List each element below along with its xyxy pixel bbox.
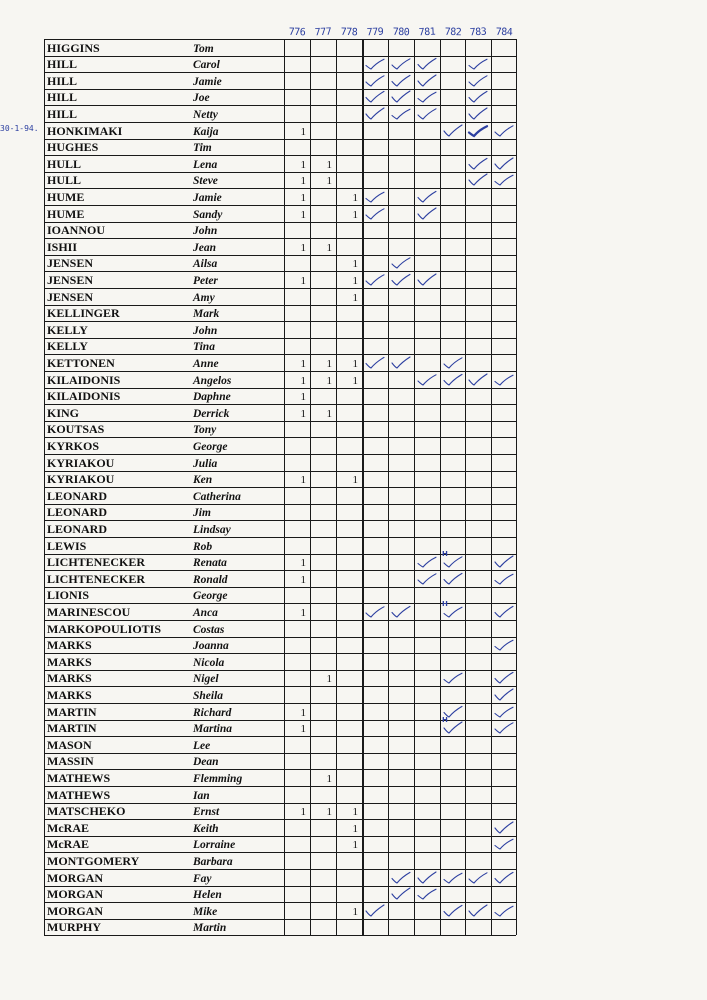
surname-cell: KYRIAKOU bbox=[47, 455, 115, 470]
surname-cell: MASSIN bbox=[47, 754, 94, 769]
first-name-cell: Joanna bbox=[193, 640, 229, 653]
first-name-cell: Martina bbox=[193, 723, 232, 736]
surname-cell: HUGHES bbox=[47, 140, 99, 155]
checkmark-icon bbox=[443, 904, 463, 918]
surname-cell: KELLY bbox=[47, 339, 88, 354]
checkmark-icon bbox=[391, 273, 411, 287]
column-header: 782 bbox=[444, 26, 462, 39]
first-name-cell: Barbara bbox=[193, 855, 233, 868]
checkmark-icon bbox=[391, 871, 411, 885]
h-annotation: H bbox=[442, 599, 448, 608]
surname-cell: HUME bbox=[47, 206, 85, 221]
surname-cell: MATSCHEKO bbox=[47, 804, 126, 819]
checkmark-icon bbox=[391, 57, 411, 71]
surname-cell: HILL bbox=[47, 90, 78, 105]
surname-cell: MARINESCOU bbox=[47, 604, 131, 619]
row-divider bbox=[44, 935, 516, 936]
surname-cell: MURPHY bbox=[47, 920, 101, 935]
count-cell: 1 bbox=[300, 175, 306, 188]
checkmark-icon bbox=[365, 904, 385, 918]
first-name-cell: Jim bbox=[193, 507, 211, 520]
first-name-cell: Ian bbox=[193, 789, 210, 802]
checkmark-icon bbox=[391, 107, 411, 121]
column-divider bbox=[491, 39, 492, 935]
first-name-cell: Jamie bbox=[193, 191, 222, 204]
surname-cell: MARKS bbox=[47, 687, 92, 702]
checkmark-icon bbox=[494, 555, 514, 569]
margin-date-note: 30-1-94. bbox=[0, 124, 39, 133]
checkmark-icon bbox=[443, 356, 463, 370]
checkmark-icon bbox=[494, 157, 514, 171]
surname-cell: MARKS bbox=[47, 638, 92, 653]
column-divider bbox=[516, 39, 517, 935]
checkmark-icon bbox=[365, 74, 385, 88]
count-cell: 1 bbox=[326, 158, 332, 171]
first-name-cell: Nicola bbox=[193, 656, 225, 669]
surname-cell: MARKOPOULIOTIS bbox=[47, 621, 162, 636]
first-name-cell: Ernst bbox=[193, 806, 220, 819]
checkmark-icon bbox=[494, 173, 514, 187]
count-cell: 1 bbox=[300, 806, 306, 819]
column-divider bbox=[44, 39, 45, 935]
column-divider bbox=[388, 39, 389, 935]
first-name-cell: Fay bbox=[193, 872, 212, 885]
count-cell: 1 bbox=[352, 291, 358, 304]
surname-cell: LIONIS bbox=[47, 588, 90, 603]
row-divider bbox=[44, 769, 516, 770]
count-cell: 1 bbox=[352, 357, 358, 370]
count-cell: 1 bbox=[300, 208, 306, 221]
first-name-cell: Derrick bbox=[193, 407, 230, 420]
surname-cell: KOUTSAS bbox=[47, 422, 105, 437]
h-annotation: H bbox=[442, 550, 448, 559]
checkmark-icon bbox=[391, 256, 411, 270]
checkmark-icon bbox=[468, 871, 488, 885]
checkmark-icon bbox=[417, 190, 437, 204]
first-name-cell: George bbox=[193, 590, 228, 603]
checkmark-icon bbox=[417, 90, 437, 104]
checkmark-icon bbox=[391, 356, 411, 370]
checkmark-icon bbox=[417, 107, 437, 121]
count-cell: 1 bbox=[300, 158, 306, 171]
checkmark-icon bbox=[468, 74, 488, 88]
surname-cell: KYRIAKOU bbox=[47, 472, 115, 487]
first-name-cell: Tony bbox=[193, 424, 217, 437]
count-cell: 1 bbox=[326, 175, 332, 188]
column-header: 781 bbox=[418, 26, 436, 39]
column-header: 776 bbox=[288, 26, 306, 39]
surname-cell: MORGAN bbox=[47, 887, 103, 902]
first-name-cell: Julia bbox=[193, 457, 218, 470]
checkmark-icon bbox=[417, 273, 437, 287]
count-cell: 1 bbox=[300, 391, 306, 404]
checkmark-icon bbox=[391, 90, 411, 104]
surname-cell: MATHEWS bbox=[47, 787, 111, 802]
first-name-cell: Jean bbox=[193, 241, 216, 254]
checkmark-icon bbox=[365, 57, 385, 71]
surname-cell: MONTGOMERY bbox=[47, 853, 140, 868]
count-cell: 1 bbox=[326, 772, 332, 785]
surname-cell: MORGAN bbox=[47, 903, 103, 918]
count-cell: 1 bbox=[300, 606, 306, 619]
checkmark-icon bbox=[417, 887, 437, 901]
checkmark-icon bbox=[494, 871, 514, 885]
surname-cell: ISHII bbox=[47, 239, 78, 254]
checkmark-icon bbox=[365, 190, 385, 204]
first-name-cell: Tina bbox=[193, 341, 215, 354]
surname-cell: KING bbox=[47, 405, 80, 420]
row-divider bbox=[44, 105, 516, 106]
first-name-cell: John bbox=[193, 225, 218, 238]
checkmark-icon bbox=[417, 572, 437, 586]
row-divider bbox=[44, 520, 516, 521]
first-name-cell: Daphne bbox=[193, 391, 231, 404]
surname-cell: JENSEN bbox=[47, 289, 94, 304]
checkmark-icon bbox=[443, 124, 463, 138]
surname-cell: HILL bbox=[47, 106, 78, 121]
checkmark-icon bbox=[494, 821, 514, 835]
first-name-cell: John bbox=[193, 324, 218, 337]
surname-cell: HULL bbox=[47, 173, 82, 188]
first-name-cell: Angelos bbox=[193, 374, 232, 387]
first-name-cell: Mark bbox=[193, 308, 220, 321]
column-divider bbox=[414, 39, 415, 935]
first-name-cell: Lorraine bbox=[193, 839, 236, 852]
first-name-cell: Anca bbox=[193, 606, 218, 619]
row-divider bbox=[44, 437, 516, 438]
surname-cell: MATHEWS bbox=[47, 770, 111, 785]
surname-cell: McRAE bbox=[47, 837, 89, 852]
checkmark-icon bbox=[391, 887, 411, 901]
row-divider bbox=[44, 321, 516, 322]
checkmark-icon bbox=[365, 356, 385, 370]
count-cell: 1 bbox=[300, 125, 306, 138]
checkmark-icon bbox=[494, 688, 514, 702]
surname-cell: MARKS bbox=[47, 671, 92, 686]
column-header: 778 bbox=[340, 26, 358, 39]
count-cell: 1 bbox=[300, 723, 306, 736]
first-name-cell: Steve bbox=[193, 175, 218, 188]
checkmark-icon bbox=[494, 721, 514, 735]
column-divider bbox=[465, 39, 466, 935]
first-name-cell: Ken bbox=[193, 474, 213, 487]
checkmark-icon bbox=[494, 572, 514, 586]
first-name-cell: Kaija bbox=[193, 125, 219, 138]
first-name-cell: Netty bbox=[193, 108, 218, 121]
first-name-cell: Rob bbox=[193, 540, 213, 553]
count-cell: 1 bbox=[326, 357, 332, 370]
row-divider bbox=[44, 753, 516, 754]
column-divider bbox=[362, 39, 364, 935]
first-name-cell: Nigel bbox=[193, 673, 219, 686]
first-name-cell: Amy bbox=[193, 291, 215, 304]
count-cell: 1 bbox=[326, 374, 332, 387]
surname-cell: LEONARD bbox=[47, 521, 108, 536]
first-name-cell: Sandy bbox=[193, 208, 223, 221]
first-name-cell: Sheila bbox=[193, 689, 224, 702]
checkmark-icon bbox=[417, 57, 437, 71]
checkmark-icon bbox=[468, 57, 488, 71]
row-divider bbox=[44, 39, 516, 40]
first-name-cell: Tim bbox=[193, 142, 212, 155]
checkmark-icon bbox=[417, 207, 437, 221]
count-cell: 1 bbox=[326, 806, 332, 819]
surname-cell: MARTIN bbox=[47, 704, 97, 719]
first-name-cell: Jamie bbox=[193, 75, 222, 88]
first-name-cell: Anne bbox=[193, 357, 219, 370]
count-cell: 1 bbox=[352, 258, 358, 271]
surname-cell: KYRKOS bbox=[47, 438, 100, 453]
surname-cell: LEONARD bbox=[47, 488, 108, 503]
count-cell: 1 bbox=[300, 191, 306, 204]
first-name-cell: Lindsay bbox=[193, 523, 231, 536]
first-name-cell: Carol bbox=[193, 59, 220, 72]
checkmark-icon bbox=[443, 671, 463, 685]
row-divider bbox=[44, 72, 516, 73]
count-cell: 1 bbox=[352, 822, 358, 835]
checkmark-icon bbox=[391, 605, 411, 619]
count-cell: 1 bbox=[352, 374, 358, 387]
column-header: 777 bbox=[314, 26, 332, 39]
surname-cell: LEONARD bbox=[47, 505, 108, 520]
count-cell: 1 bbox=[300, 557, 306, 570]
row-divider bbox=[44, 338, 516, 339]
count-cell: 1 bbox=[326, 673, 332, 686]
count-cell: 1 bbox=[352, 806, 358, 819]
first-name-cell: Catherina bbox=[193, 490, 241, 503]
count-cell: 1 bbox=[300, 357, 306, 370]
first-name-cell: Ailsa bbox=[193, 258, 218, 271]
checkmark-icon bbox=[494, 638, 514, 652]
first-name-cell: Tom bbox=[193, 42, 214, 55]
count-cell: 1 bbox=[352, 191, 358, 204]
first-name-cell: Mike bbox=[193, 905, 218, 918]
row-divider bbox=[44, 454, 516, 455]
checkmark-icon bbox=[443, 572, 463, 586]
checkmark-icon bbox=[443, 871, 463, 885]
column-header: 783 bbox=[469, 26, 487, 39]
checkmark-icon bbox=[494, 124, 514, 138]
first-name-cell: Martin bbox=[193, 922, 227, 935]
surname-cell: MORGAN bbox=[47, 870, 103, 885]
count-cell: 1 bbox=[352, 208, 358, 221]
surname-cell: HILL bbox=[47, 73, 78, 88]
checkmark-icon bbox=[417, 871, 437, 885]
column-header: 784 bbox=[495, 26, 513, 39]
row-divider bbox=[44, 786, 516, 787]
first-name-cell: George bbox=[193, 440, 228, 453]
surname-cell: KELLY bbox=[47, 322, 88, 337]
surname-cell: LEWIS bbox=[47, 538, 87, 553]
first-name-cell: Renata bbox=[193, 557, 227, 570]
checkmark-icon bbox=[365, 207, 385, 221]
checkmark-icon bbox=[468, 157, 488, 171]
checkmark-icon bbox=[417, 74, 437, 88]
surname-cell: IOANNOU bbox=[47, 223, 106, 238]
count-cell: 1 bbox=[300, 407, 306, 420]
checkmark-icon bbox=[468, 173, 488, 187]
first-name-cell: Richard bbox=[193, 706, 232, 719]
checkmark-icon bbox=[391, 74, 411, 88]
row-divider bbox=[44, 89, 516, 90]
checkmark-icon bbox=[494, 837, 514, 851]
count-cell: 1 bbox=[300, 706, 306, 719]
first-name-cell: Peter bbox=[193, 274, 218, 287]
surname-cell: LICHTENECKER bbox=[47, 571, 146, 586]
checkmark-icon bbox=[417, 373, 437, 387]
count-cell: 1 bbox=[352, 274, 358, 287]
count-cell: 1 bbox=[300, 474, 306, 487]
checkmark-icon bbox=[365, 90, 385, 104]
row-divider bbox=[44, 56, 516, 57]
column-header: 779 bbox=[366, 26, 384, 39]
surname-cell: KELLINGER bbox=[47, 306, 120, 321]
row-divider bbox=[44, 637, 516, 638]
first-name-cell: Joe bbox=[193, 92, 210, 105]
surname-cell: MARKS bbox=[47, 654, 92, 669]
surname-cell: KILAIDONIS bbox=[47, 372, 121, 387]
first-name-cell: Ronald bbox=[193, 573, 228, 586]
row-divider bbox=[44, 919, 516, 920]
count-cell: 1 bbox=[326, 407, 332, 420]
surname-cell: HILL bbox=[47, 57, 78, 72]
count-cell: 1 bbox=[352, 474, 358, 487]
count-cell: 1 bbox=[300, 374, 306, 387]
column-header: 780 bbox=[392, 26, 410, 39]
checkmark-icon bbox=[468, 90, 488, 104]
surname-cell: HUME bbox=[47, 189, 85, 204]
h-annotation: H bbox=[442, 716, 448, 725]
first-name-cell: Keith bbox=[193, 822, 219, 835]
checkmark-icon bbox=[494, 904, 514, 918]
row-divider bbox=[44, 836, 516, 837]
row-divider bbox=[44, 886, 516, 887]
checkmark-icon bbox=[468, 124, 488, 138]
count-cell: 1 bbox=[300, 274, 306, 287]
checkmark-icon bbox=[365, 605, 385, 619]
count-cell: 1 bbox=[300, 241, 306, 254]
row-divider bbox=[44, 504, 516, 505]
surname-cell: JENSEN bbox=[47, 272, 94, 287]
surname-cell: JENSEN bbox=[47, 256, 94, 271]
first-name-cell: Lee bbox=[193, 739, 211, 752]
first-name-cell: Helen bbox=[193, 889, 222, 902]
row-divider bbox=[44, 686, 516, 687]
surname-cell: MARTIN bbox=[47, 721, 97, 736]
row-divider bbox=[44, 653, 516, 654]
surname-cell: McRAE bbox=[47, 820, 89, 835]
count-cell: 1 bbox=[300, 573, 306, 586]
surname-cell: HULL bbox=[47, 156, 82, 171]
count-cell: 1 bbox=[352, 839, 358, 852]
surname-cell: KILAIDONIS bbox=[47, 389, 121, 404]
checkmark-icon bbox=[494, 605, 514, 619]
checkmark-icon bbox=[494, 671, 514, 685]
row-divider bbox=[44, 537, 516, 538]
checkmark-icon bbox=[417, 555, 437, 569]
surname-cell: HIGGINS bbox=[47, 40, 100, 55]
first-name-cell: Flemming bbox=[193, 772, 243, 785]
checkmark-icon bbox=[494, 705, 514, 719]
checkmark-icon bbox=[494, 373, 514, 387]
surname-cell: KETTONEN bbox=[47, 355, 115, 370]
checkmark-icon bbox=[468, 107, 488, 121]
column-divider bbox=[440, 39, 441, 935]
surname-cell: LICHTENECKER bbox=[47, 555, 146, 570]
checkmark-icon bbox=[443, 373, 463, 387]
first-name-cell: Lena bbox=[193, 158, 218, 171]
count-cell: 1 bbox=[326, 241, 332, 254]
surname-cell: MASON bbox=[47, 737, 92, 752]
checkmark-icon bbox=[468, 373, 488, 387]
first-name-cell: Dean bbox=[193, 756, 219, 769]
checkmark-icon bbox=[468, 904, 488, 918]
checkmark-icon bbox=[365, 273, 385, 287]
checkmark-icon bbox=[365, 107, 385, 121]
surname-cell: HONKIMAKI bbox=[47, 123, 123, 138]
first-name-cell: Costas bbox=[193, 623, 225, 636]
count-cell: 1 bbox=[352, 905, 358, 918]
